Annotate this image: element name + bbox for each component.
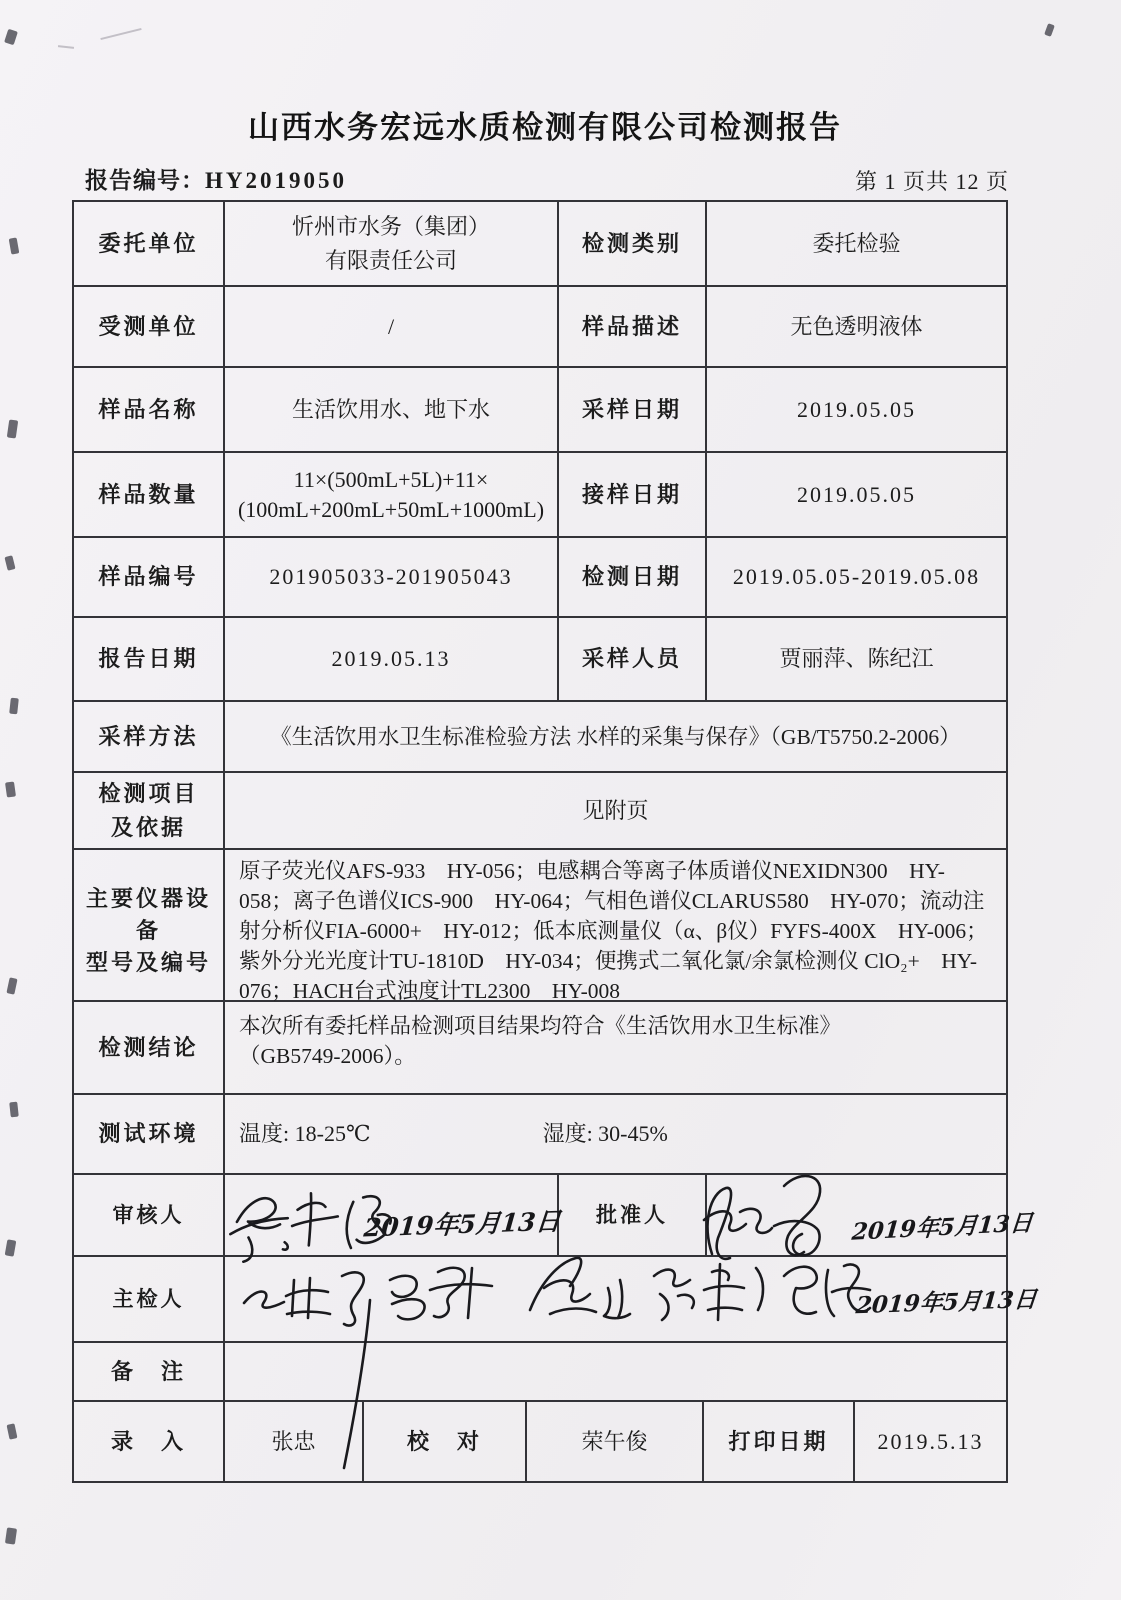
page-indicator: 第 1 页共 12 页 [855,169,1010,194]
label-sample-desc: 样品描述 [559,287,707,366]
label-entry: 录 入 [74,1402,225,1481]
table-row-entry [74,1402,1006,1481]
value-remarks [225,1343,1006,1400]
value-tested-unit: / [225,287,559,366]
label-reviewer: 审核人 [74,1175,225,1255]
table-row-environment [74,1095,1006,1175]
label-report-date: 报告日期 [74,618,225,700]
scan-artifact [5,1527,17,1544]
label-approver: 批准人 [559,1175,707,1255]
value-sampling-method: 《生活饮用水卫生标准检验方法 水样的采集与保存》（GB/T5750.2-2006） [270,724,961,749]
table-row-instruments [74,850,1006,1002]
value-sample-name: 生活饮用水、地下水 [225,368,559,451]
label-remarks: 备 注 [74,1343,225,1400]
scan-artifact [7,1423,18,1439]
table-row-sample-no [74,538,1006,618]
value-samplers: 贾丽萍、陈纪江 [779,646,934,671]
label-sample-qty: 样品数量 [74,453,225,536]
table-row-remarks [74,1343,1006,1402]
table-row-report-date [74,618,1006,702]
table-row-test-items [74,773,1006,850]
table-row-conclusion [74,1002,1006,1095]
approver-signature-date: 2019年5月13日 [850,1209,1034,1246]
scan-artifact [4,555,15,571]
table-row-sample-qty [74,453,1006,538]
value-environment [225,1095,1006,1173]
label-receiving-date: 接样日期 [559,453,707,536]
label-test-items: 检测项目 及依据 [74,773,225,848]
label-sampling-method: 采样方法 [74,702,225,771]
label-samplers: 采样人员 [559,618,707,700]
scan-artifact [5,781,16,797]
label-chief-inspector: 主检人 [74,1257,225,1341]
label-tested-unit: 受测单位 [74,287,225,366]
value-entry: 张忠 [225,1402,364,1481]
scan-artifact [6,977,17,994]
report-number-value: HY2019050 [205,168,347,193]
scan-artifact [4,29,18,45]
label-sample-no: 样品编号 [74,538,225,616]
label-print-date: 打印日期 [704,1402,855,1481]
label-sampling-date: 采样日期 [559,368,707,451]
label-testing-date: 检测日期 [559,538,707,616]
report-number [85,162,347,195]
environment-humidity: 湿度: 30-45% [542,1121,668,1146]
value-sample-no: 201905033-201905043 [225,538,559,616]
label-category: 检测类别 [559,202,707,285]
reviewer-signature-date: 2019年5月13日 [362,1206,562,1243]
label-sample-name: 样品名称 [74,368,225,451]
value-conclusion: 本次所有委托样品检测项目结果均符合《生活饮用水卫生标准》 （GB5749-2006）。 [239,1014,842,1068]
table-row-client [74,202,1006,287]
scan-artifact [9,237,20,254]
value-sample-qty: 11×(500mL+5L)+11× (100mL+200mL+50mL+1000mL) [225,453,559,536]
value-instruments: 原子荧光仪AFS-933 HY-056；电感耦合等离子体质谱仪NEXIDN300 HY-058；离子色谱仪ICS-900 HY-064；气相色谱仪CLARUS580 HY-070；流动注射分析仪FIA-6000+ HY-012；低本底测量仪（α、β仪）FYFS-400X HY-006；紫外分光光度计TU-1810D HY-034；便携式二氧化氯/余氯检测仪 ClO₂+ HY-076；HACH台式浊度计TL2300 HY-008 [239,859,988,1003]
value-test-items: 见附页 [582,797,649,823]
scan-artifact [7,419,18,438]
scan-artifact [5,1239,17,1256]
value-sampling-date: 2019.05.05 [797,396,916,422]
scan-artifact [9,1102,19,1118]
scan-artifact [1044,23,1055,37]
value-proofread: 荣午俊 [527,1402,704,1481]
scan-artifact [9,698,19,715]
value-sample-desc: 无色透明液体 [790,313,923,339]
environment-temperature: 温度: 18-25℃ [239,1121,371,1146]
value-print-date: 2019.5.13 [877,1428,984,1454]
table-row-sample-name [74,368,1006,453]
label-instruments: 主要仪器设备 型号及编号 [74,850,225,1012]
chief-signature-date: 2019年5月13日 [854,1285,1038,1320]
value-client: 忻州市水务（集团） 有限责任公司 [225,202,559,285]
label-conclusion: 检测结论 [74,1002,225,1093]
scan-smudge [100,28,141,40]
value-receiving-date: 2019.05.05 [797,481,916,507]
label-environment: 测试环境 [74,1095,225,1173]
value-report-date: 2019.05.13 [225,618,559,700]
label-proofread: 校 对 [364,1402,527,1481]
table-row-tested-unit [74,287,1006,368]
label-client: 委托单位 [74,202,225,285]
page-title: 山西水务宏远水质检测有限公司检测报告 [248,110,842,145]
scan-smudge [58,45,74,49]
value-testing-date: 2019.05.05-2019.05.08 [732,564,981,589]
report-number-label: 报告编号： [85,168,205,193]
table-row-sampling-method [74,702,1006,773]
value-category: 委托检验 [812,230,901,256]
